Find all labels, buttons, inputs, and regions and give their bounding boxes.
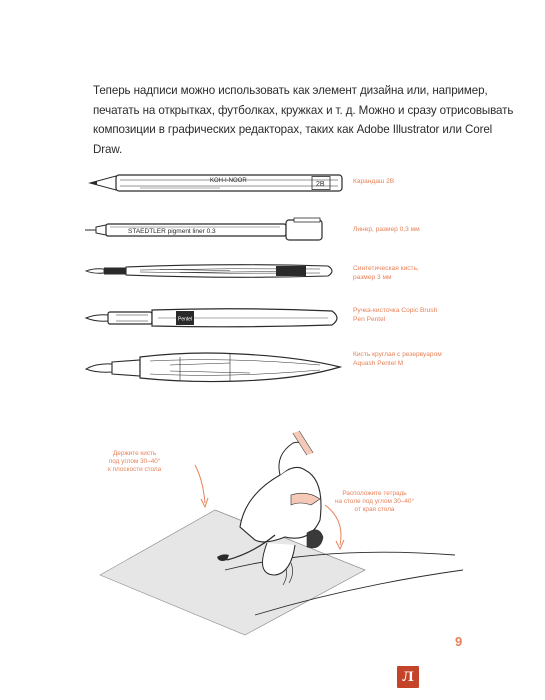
brush-pen-icon: [80, 297, 350, 337]
brush-pen-label: [353, 306, 473, 325]
water-brush-icon: [80, 345, 350, 385]
page-number: 9: [455, 634, 463, 649]
tool-label-line: Кисть круглая с резервуаром: [353, 351, 442, 358]
pencil-brand-text: KOH-I-NOOR: [210, 178, 247, 184]
water-brush-illustration: [80, 345, 350, 385]
pencil-illustration: [80, 163, 350, 203]
annotation-line: Держите кисть: [112, 450, 157, 457]
pencil-label: [353, 177, 473, 186]
annotation-line: от края стола: [354, 506, 395, 514]
intro-paragraph: [93, 81, 514, 159]
publisher-logo: Л: [397, 666, 419, 688]
annotation-line: Расположите тетрадь: [342, 490, 407, 497]
brush-pen-brand-text: Pentel: [178, 316, 193, 323]
angle-note-right: [335, 490, 414, 515]
intro-line: Draw.: [93, 142, 123, 156]
angle-note-left: [108, 450, 161, 475]
tool-label-line: размер 3 мм: [353, 274, 392, 282]
liner-icon: [80, 210, 350, 250]
annotation-line: на столе под углом 30–40°: [335, 498, 414, 506]
tool-label-line: Ручка-кисточка Copic Brush: [353, 307, 438, 314]
tool-label-line: Синтетическая кисть,: [353, 265, 419, 272]
brush-pen-illustration: [80, 297, 350, 337]
synthetic-brush-label: [353, 264, 473, 283]
liner-label: [353, 225, 473, 234]
tool-label-line: Aquash Pentel M: [353, 360, 404, 368]
tool-label-line: Карандаш 2B: [353, 178, 395, 185]
tool-label-line: Линер, размер 0,3 мм: [353, 226, 420, 233]
liner-illustration: [80, 210, 350, 250]
synthetic-brush-illustration: [80, 251, 350, 291]
intro-line: композиции в графических редакторах, таких как Adobe Illustrator или Corel: [93, 123, 493, 136]
water-brush-label: [353, 350, 473, 369]
intro-line: Теперь надписи можно использовать как элемент дизайна или, например,: [93, 84, 488, 97]
pencil-icon: [80, 163, 350, 203]
intro-line: печатать на открытках, футболках, кружках и т. д. Можно и сразу отрисовывать: [93, 103, 514, 117]
liner-brand-text: STAEDTLER pigment liner 0.3: [128, 228, 216, 235]
brush-icon: [80, 251, 350, 291]
annotation-line: к плоскости стола: [108, 466, 162, 474]
pencil-grade-text: 2B: [316, 181, 325, 188]
tool-label-line: Pen Pentel: [353, 316, 386, 324]
annotation-line: под углом 30–40°: [108, 458, 161, 466]
